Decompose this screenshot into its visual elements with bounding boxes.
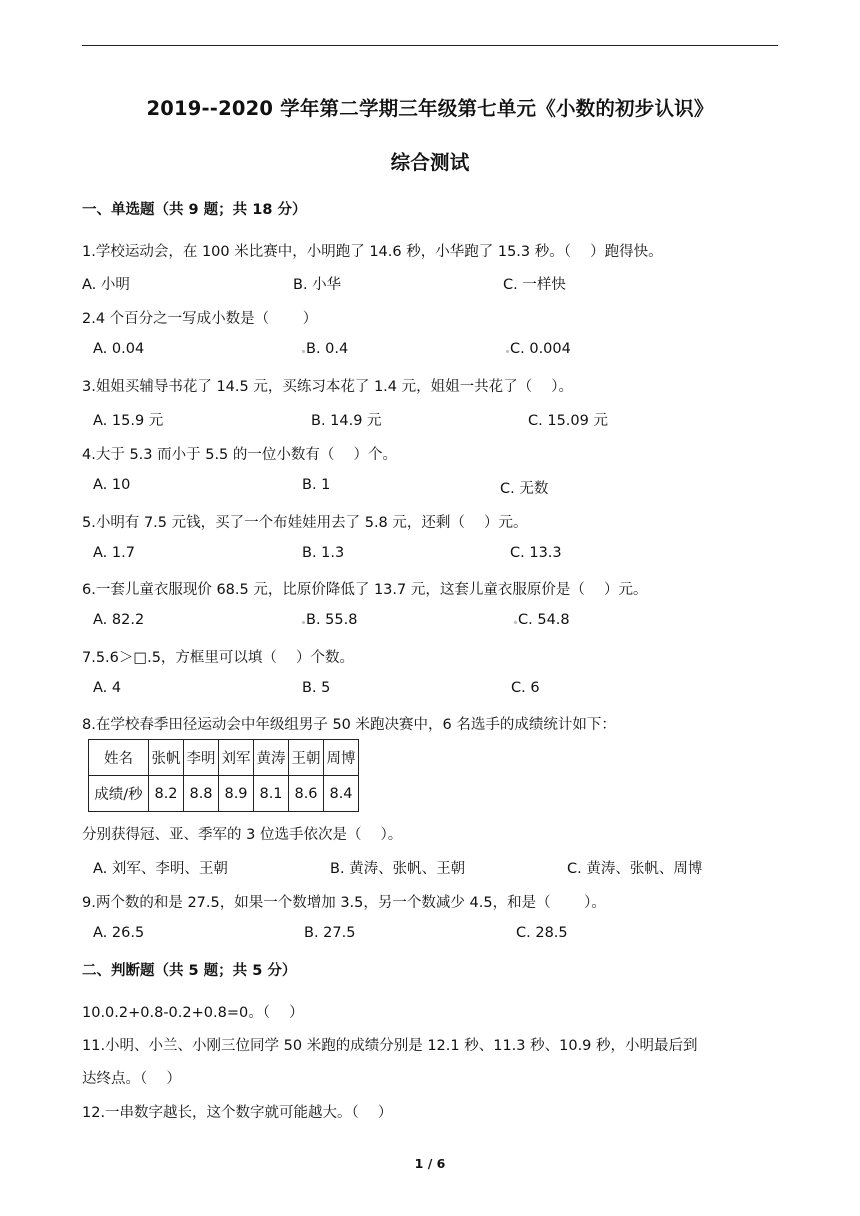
table-cell-name: 王朝 [289,740,324,776]
q4-option-b: B. 1 [302,477,331,493]
q6-option-a: A. 82.2 [93,612,145,628]
question-5: 5.小明有 7.5 元钱，买了一个布娃娃用去了 5.8 元，还剩（ ）元。 [82,515,528,531]
table-cell-score: 8.9 [219,776,254,812]
question-6: 6.一套儿童衣服现价 68.5 元，比原价降低了 13.7 元，这套儿童衣服原价是（ ）元。 [82,582,648,598]
q9-option-b: B. 27.5 [304,925,356,941]
q9-option-c: C. 28.5 [516,925,568,941]
page-title: 2019--2020 学年第二学期三年级第七单元《小数的初步认识》 [146,97,714,120]
q9-option-a: A. 26.5 [93,925,145,941]
q6-option-c: C. 54.8 [518,612,570,628]
q2-option-b: B. 0.4 [306,341,349,357]
table-row-names [89,740,359,776]
q3-option-b: B. 14.9 元 [311,413,382,429]
q1-option-a: A. 小明 [82,277,130,293]
page-subtitle: 综合测试 [390,151,470,174]
q5-option-a: A. 1.7 [93,545,135,561]
q3-option-a: A. 15.9 元 [93,413,164,429]
question-11-line2: 达终点。（ ） [82,1071,181,1087]
q8-option-c: C. 黄涛、张帆、周博 [567,861,703,877]
q5-option-b: B. 1.3 [302,545,345,561]
bullet-dot [302,350,305,353]
q7-option-b: B. 5 [302,680,331,696]
table-cell-name: 周博 [324,740,359,776]
section-heading-single-choice: 一、单选题（共 9 题；共 18 分） [82,202,307,218]
q8-option-a: A. 刘军、李明、王朝 [93,861,228,877]
question-8-followup: 分别获得冠、亚、季军的 3 位选手依次是（ ）。 [82,827,403,843]
question-1: 1.学校运动会，在 100 米比赛中，小明跑了 14.6 秒，小华跑了 15.3 秒。（ ）跑得快。 [82,244,663,260]
question-7: 7.5.6＞□.5，方框里可以填（ ）个数。 [82,650,355,666]
table-cell-score: 8.8 [184,776,219,812]
table-cell-name: 刘军 [219,740,254,776]
bullet-dot [514,621,517,624]
table-row-label: 成绩/秒 [89,776,149,812]
q2-option-a: A. 0.04 [93,341,145,357]
question-4: 4.大于 5.3 而小于 5.5 的一位小数有（ ）个。 [82,447,397,463]
q2-option-c: C. 0.004 [510,341,571,357]
question-3: 3.姐姐买辅导书花了 14.5 元，买练习本花了 1.4 元，姐姐一共花了（ ）。 [82,379,573,395]
table-cell-score: 8.1 [254,776,289,812]
page-number: 1 / 6 [414,1156,446,1171]
table-cell-score: 8.2 [149,776,184,812]
question-2: 2.4 个百分之一写成小数是（ ） [82,311,318,327]
question-9: 9.两个数的和是 27.5，如果一个数增加 3.5，另一个数减少 4.5，和是（ ）。 [82,895,606,911]
section-heading-true-false: 二、判断题（共 5 题；共 5 分） [82,963,297,979]
question-12: 12.一串数字越长，这个数字就可能越大。（ ） [82,1105,393,1121]
header-rule [82,45,778,46]
table-cell-name: 李明 [184,740,219,776]
table-cell-name: 黄涛 [254,740,289,776]
q7-option-a: A. 4 [93,680,122,696]
table-cell-name: 张帆 [149,740,184,776]
bullet-dot [302,621,305,624]
q1-option-b: B. 小华 [293,277,342,293]
q4-option-a: A. 10 [93,477,131,493]
q8-option-b: B. 黄涛、张帆、王朝 [330,861,466,877]
q6-option-b: B. 55.8 [306,612,358,628]
q1-option-c: C. 一样快 [503,277,566,293]
score-table [88,739,359,812]
table-row-scores [89,776,359,812]
q7-option-c: C. 6 [511,680,540,696]
question-8: 8.在学校春季田径运动会中年级组男子 50 米跑决赛中，6 名选手的成绩统计如下： [82,717,616,733]
q3-option-c: C. 15.09 元 [528,413,608,429]
q5-option-c: C. 13.3 [510,545,562,561]
table-cell-score: 8.4 [324,776,359,812]
question-11-line1: 11.小明、小兰、小刚三位同学 50 米跑的成绩分别是 12.1 秒、11.3 秒、10.9 秒，小明最后到 [82,1038,698,1054]
table-header-label: 姓名 [89,740,149,776]
q4-option-c: C. 无数 [500,481,549,497]
bullet-dot [506,350,509,353]
question-10: 10.0.2+0.8-0.2+0.8=0。（ ） [82,1005,304,1021]
table-cell-score: 8.6 [289,776,324,812]
